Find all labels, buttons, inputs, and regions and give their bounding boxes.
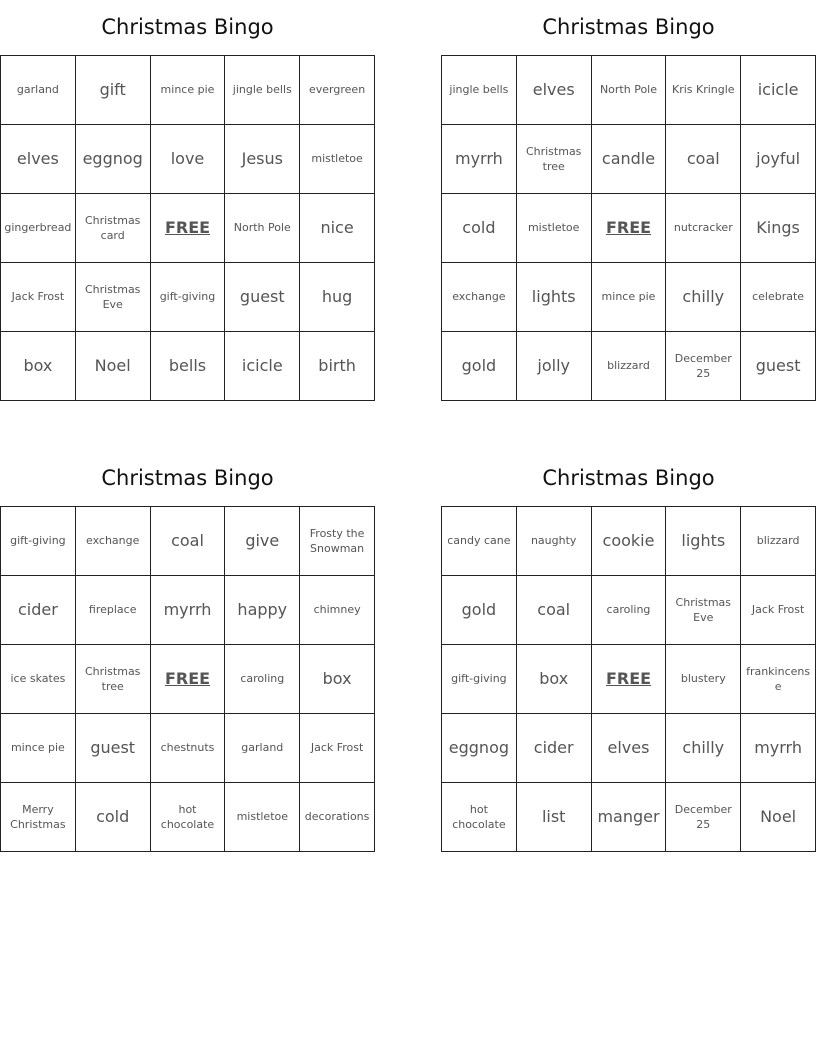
bingo-cell: list bbox=[516, 783, 591, 852]
bingo-cell: gift bbox=[75, 56, 150, 125]
bingo-cell: gift-giving bbox=[1, 507, 76, 576]
grid-row bbox=[1, 56, 375, 125]
bingo-cell: Jack Frost bbox=[1, 263, 76, 332]
bingo-cell: chestnuts bbox=[150, 714, 225, 783]
bingo-cell: mistletoe bbox=[516, 194, 591, 263]
bingo-cell: garland bbox=[225, 714, 300, 783]
bingo-cell: manger bbox=[591, 783, 666, 852]
bingo-cell: happy bbox=[225, 576, 300, 645]
grid-row bbox=[442, 507, 816, 576]
grid-row bbox=[1, 714, 375, 783]
bingo-cell: icicle bbox=[741, 56, 816, 125]
grid-row bbox=[442, 263, 816, 332]
card-title: Christmas Bingo bbox=[542, 466, 715, 490]
bingo-cell: jingle bells bbox=[225, 56, 300, 125]
bingo-cell: nutcracker bbox=[666, 194, 741, 263]
bingo-cell: myrrh bbox=[150, 576, 225, 645]
bingo-cell: hug bbox=[300, 263, 375, 332]
bingo-cell: Jack Frost bbox=[741, 576, 816, 645]
bingo-cell: coal bbox=[150, 507, 225, 576]
grid-row bbox=[442, 783, 816, 852]
bingo-cell: cookie bbox=[591, 507, 666, 576]
bingo-cell: gift-giving bbox=[442, 645, 517, 714]
grid-row bbox=[1, 645, 375, 714]
bingo-cell: mince pie bbox=[150, 56, 225, 125]
bingo-cell: exchange bbox=[442, 263, 517, 332]
bingo-cell: elves bbox=[591, 714, 666, 783]
bingo-cell: bells bbox=[150, 332, 225, 401]
bingo-cell: eggnog bbox=[75, 125, 150, 194]
grid-row bbox=[1, 332, 375, 401]
bingo-cell: exchange bbox=[75, 507, 150, 576]
bingo-cell: jingle bells bbox=[442, 56, 517, 125]
bingo-cell: mince pie bbox=[1, 714, 76, 783]
grid-row bbox=[1, 576, 375, 645]
bingo-cell: caroling bbox=[591, 576, 666, 645]
bingo-cell: Jack Frost bbox=[300, 714, 375, 783]
bingo-cell: box bbox=[300, 645, 375, 714]
bingo-cell: Kings bbox=[741, 194, 816, 263]
bingo-cell: Christmas card bbox=[75, 194, 150, 263]
grid-row bbox=[442, 645, 816, 714]
bingo-cell: North Pole bbox=[225, 194, 300, 263]
bingo-grid bbox=[441, 55, 816, 401]
bingo-grid bbox=[0, 55, 375, 401]
bingo-cell: cold bbox=[442, 194, 517, 263]
bingo-cell: North Pole bbox=[591, 56, 666, 125]
grid-row bbox=[442, 194, 816, 263]
grid-row bbox=[1, 783, 375, 852]
grid-row bbox=[442, 56, 816, 125]
bingo-cell: garland bbox=[1, 56, 76, 125]
bingo-cell: coal bbox=[666, 125, 741, 194]
bingo-cell: mistletoe bbox=[300, 125, 375, 194]
bingo-cell: give bbox=[225, 507, 300, 576]
grid-row bbox=[1, 125, 375, 194]
bingo-cell: cider bbox=[1, 576, 76, 645]
bingo-cell: Frosty the Snowman bbox=[300, 507, 375, 576]
bingo-cell: Christmas tree bbox=[516, 125, 591, 194]
grid-row bbox=[442, 714, 816, 783]
bingo-cell: caroling bbox=[225, 645, 300, 714]
bingo-cell: chilly bbox=[666, 714, 741, 783]
bingo-cell: candle bbox=[591, 125, 666, 194]
bingo-cell: love bbox=[150, 125, 225, 194]
bingo-grid bbox=[441, 506, 816, 852]
bingo-cell: icicle bbox=[225, 332, 300, 401]
bingo-cell: gold bbox=[442, 332, 517, 401]
bingo-cell: evergreen bbox=[300, 56, 375, 125]
bingo-cell: gift-giving bbox=[150, 263, 225, 332]
bingo-cell: Merry Christmas bbox=[1, 783, 76, 852]
bingo-cell: ice skates bbox=[1, 645, 76, 714]
bingo-cell: elves bbox=[516, 56, 591, 125]
bingo-cell: guest bbox=[225, 263, 300, 332]
bingo-cell: gold bbox=[442, 576, 517, 645]
bingo-grid bbox=[0, 506, 375, 852]
bingo-card-4 bbox=[441, 451, 816, 852]
bingo-cell: fireplace bbox=[75, 576, 150, 645]
bingo-cell: blizzard bbox=[741, 507, 816, 576]
bingo-cell: naughty bbox=[516, 507, 591, 576]
bingo-cell: guest bbox=[741, 332, 816, 401]
bingo-cell: joyful bbox=[741, 125, 816, 194]
bingo-cell: birth bbox=[300, 332, 375, 401]
bingo-cell: Christmas Eve bbox=[75, 263, 150, 332]
bingo-cell: December 25 bbox=[666, 783, 741, 852]
bingo-cell: box bbox=[1, 332, 76, 401]
bingo-cell: December 25 bbox=[666, 332, 741, 401]
free-space: FREE bbox=[150, 645, 225, 714]
bingo-card-2 bbox=[441, 0, 816, 401]
bingo-cell: coal bbox=[516, 576, 591, 645]
free-space: FREE bbox=[150, 194, 225, 263]
bingo-cell: nice bbox=[300, 194, 375, 263]
bingo-cell: lights bbox=[516, 263, 591, 332]
grid-row bbox=[1, 263, 375, 332]
bingo-cell: eggnog bbox=[442, 714, 517, 783]
bingo-cell: Noel bbox=[75, 332, 150, 401]
bingo-cell: cider bbox=[516, 714, 591, 783]
bingo-card-3 bbox=[0, 451, 375, 852]
bingo-cell: mistletoe bbox=[225, 783, 300, 852]
bingo-cell: Kris Kringle bbox=[666, 56, 741, 125]
bingo-cell: chilly bbox=[666, 263, 741, 332]
bingo-cell: elves bbox=[1, 125, 76, 194]
free-space: FREE bbox=[591, 645, 666, 714]
bingo-cell: Christmas tree bbox=[75, 645, 150, 714]
bingo-cell: celebrate bbox=[741, 263, 816, 332]
card-title: Christmas Bingo bbox=[101, 466, 274, 490]
bingo-cell: myrrh bbox=[442, 125, 517, 194]
card-title: Christmas Bingo bbox=[542, 15, 715, 39]
bingo-cell: blizzard bbox=[591, 332, 666, 401]
bingo-cell: hot chocolate bbox=[150, 783, 225, 852]
grid-row bbox=[442, 125, 816, 194]
grid-row bbox=[1, 507, 375, 576]
bingo-cell: hot chocolate bbox=[442, 783, 517, 852]
free-space: FREE bbox=[591, 194, 666, 263]
bingo-cell: candy cane bbox=[442, 507, 517, 576]
bingo-cell: guest bbox=[75, 714, 150, 783]
bingo-cell: Christmas Eve bbox=[666, 576, 741, 645]
bingo-cell: chimney bbox=[300, 576, 375, 645]
bingo-cell: myrrh bbox=[741, 714, 816, 783]
bingo-cell: jolly bbox=[516, 332, 591, 401]
bingo-cell: Noel bbox=[741, 783, 816, 852]
bingo-cell: frankincense bbox=[741, 645, 816, 714]
bingo-card-1 bbox=[0, 0, 375, 401]
bingo-cell: gingerbread bbox=[1, 194, 76, 263]
grid-row bbox=[1, 194, 375, 263]
bingo-cell: box bbox=[516, 645, 591, 714]
bingo-cell: mince pie bbox=[591, 263, 666, 332]
bingo-cell: decorations bbox=[300, 783, 375, 852]
grid-row bbox=[442, 576, 816, 645]
bingo-cell: cold bbox=[75, 783, 150, 852]
card-title: Christmas Bingo bbox=[101, 15, 274, 39]
bingo-cell: Jesus bbox=[225, 125, 300, 194]
grid-row bbox=[442, 332, 816, 401]
bingo-cell: lights bbox=[666, 507, 741, 576]
bingo-cell: blustery bbox=[666, 645, 741, 714]
